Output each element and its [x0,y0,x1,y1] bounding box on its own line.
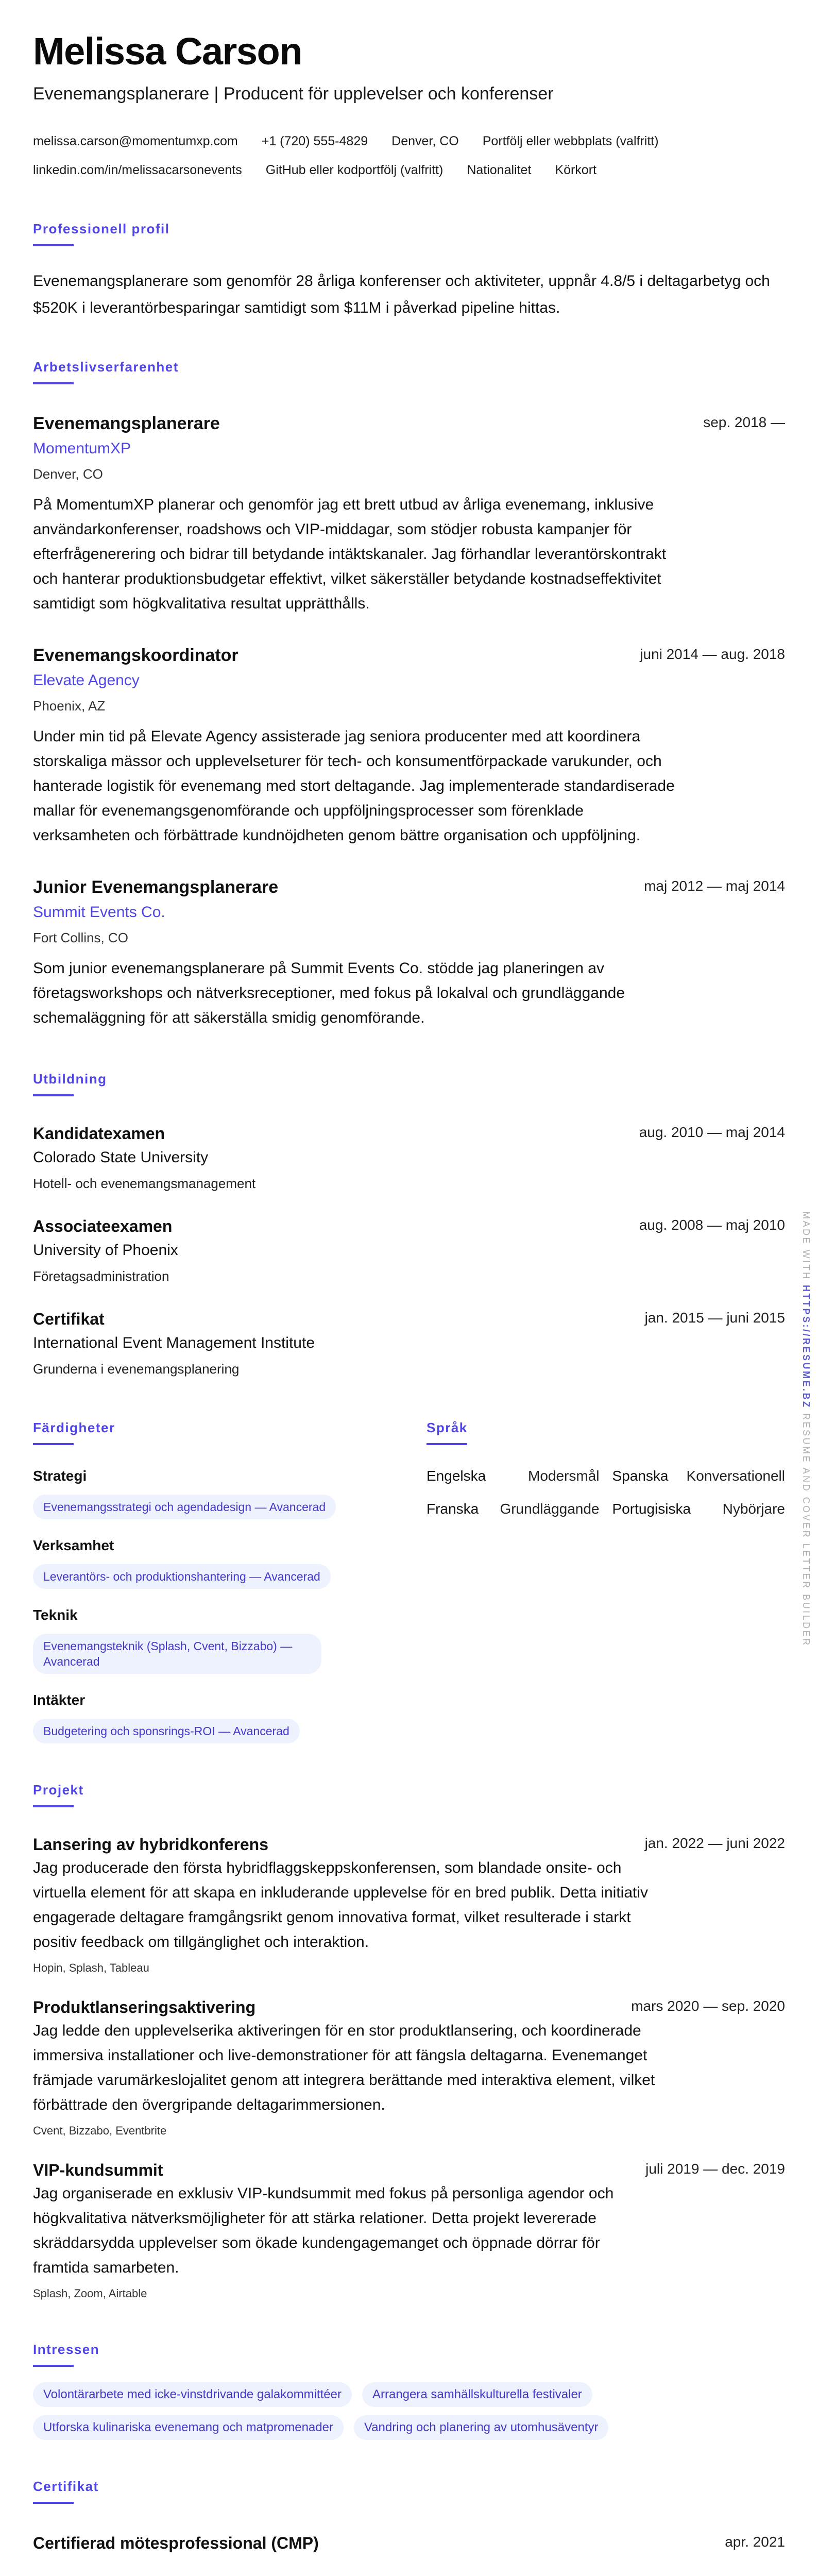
github-link[interactable]: GitHub eller kodportfölj (valfritt) [265,163,444,177]
certificate-date: apr. 2021 [725,2534,785,2550]
language-level: Grundläggande [500,1501,600,1517]
portfolio-link[interactable]: Portfölj eller webbplats (valfritt) [482,134,659,148]
language-list [427,1466,785,1519]
section-divider [33,382,74,384]
email-link[interactable]: melissa.carson@momentumxp.com [33,134,238,148]
project-description: Jag producerade den första hybridflaggskeppskonferensen, som blandade onsite- och virtuella element för att skapa en inkluderande upplevelse för en bred publik. Detta initiativ engagerade deltagare framgångsrikt genom innovativa format, vilket resulterade i starkt positiv feedback om tillgänglighet och interaktion. [33,1859,649,1951]
language-level: Nybörjare [722,1501,785,1517]
degree: Associateexamen [33,1217,173,1235]
job-date: juni 2014 — aug. 2018 [640,646,785,662]
skill-category: Teknik [33,1607,78,1623]
contact-info [33,127,785,184]
education-date: aug. 2010 — maj 2014 [639,1124,785,1140]
projects-section [33,1782,785,2303]
company-name: Elevate Agency [33,672,140,689]
certificates-section [33,2478,785,2554]
section-divider [33,2365,74,2367]
section-divider [33,1094,74,1096]
watermark-link[interactable]: HTTPS://RESUME.BZ [801,1285,811,1409]
watermark-prefix: MADE WITH [801,1211,811,1281]
project-date: jan. 2022 — juni 2022 [644,1835,785,1851]
language-name: Portugisiska [612,1501,691,1517]
degree: Kandidatexamen [33,1124,165,1143]
language-level: Modersmål [528,1468,600,1484]
project-title: VIP-kundsummit [33,2161,163,2179]
project-date: mars 2020 — sep. 2020 [631,1998,785,2014]
project-title: Lansering av hybridkonferens [33,1835,269,1854]
job-entry [33,644,785,848]
job-location: Phoenix, AZ [33,698,106,714]
section-divider [427,1443,467,1445]
project-description: Jag organiserade en exklusiv VIP-kundsummit med fokus på personliga agendor och högkvalitativa nätverksmöjligheter för att stärka relationer. Detta projekt levererade skräddarsydda upplevelser som ökade kundengagemanget och öppnade dörrar för framtida samarbeten. [33,2185,614,2276]
linkedin-link[interactable]: linkedin.com/in/melissacarsonevents [33,163,242,177]
section-heading: Professionell profil [33,221,170,236]
project-description: Jag ledde den upplevelserika aktiveringen för en stor produktlansering, och koordinerade immersiva installationer och live-demonstrationer för att fängsla deltagarna. Evenemanget främjade varumärkeslojalitet genom att integrera berättande med interaktiva element, vilket förbättrade den övergripande deltagarimmersionen. [33,2022,655,2113]
field-of-study: Hotell- och evenemangsmanagement [33,1176,256,1191]
resume-header [33,31,785,184]
language-item [427,1499,600,1519]
school-name: International Event Management Institute [33,1334,315,1351]
language-item [612,1466,786,1486]
skill-tag: Leverantörs- och produktionshantering — Avancerad [33,1564,331,1589]
interests-section [33,2341,785,2440]
job-description: Under min tid på Elevate Agency assisterade jag seniora producenter med att koordinera storskaliga mässor och upplevelseturer för tech- och konsumentförpackade varukunder, och hanterade logistik för evenemang med stort deltagande. Jag implementerade standardiserade mallar för evenemangsgenomförande och uppföljningsprocesser som förenklade verksamheten och förbättrade kundnöjdheten genom bättre organisation och uppföljning. [33,728,675,844]
project-tools: Cvent, Bizzabo, Eventbrite [33,2124,167,2137]
language-item [427,1466,600,1486]
contact-row [33,127,785,156]
project-entry [33,1833,785,1977]
company-name: MomentumXP [33,440,131,457]
section-heading: Projekt [33,1782,84,1798]
language-level: Konversationell [686,1468,785,1484]
language-name: Engelska [427,1468,486,1484]
experience-section [33,359,785,1030]
school-name: Colorado State University [33,1149,209,1166]
watermark [800,1211,812,1647]
skill-category: Verksamhet [33,1537,114,1553]
language-name: Franska [427,1501,479,1517]
candidate-headline: Evenemangsplanerare | Producent för upplevelser och konferenser [33,84,554,104]
job-location: Fort Collins, CO [33,930,128,945]
section-heading: Arbetslivserfarenhet [33,359,179,375]
nationality: Nationalitet [467,163,532,177]
job-entry [33,876,785,1030]
education-date: jan. 2015 — juni 2015 [644,1310,785,1326]
skill-category: Strategi [33,1468,87,1484]
interest-tag: Arrangera samhällskulturella festivaler [362,2382,592,2407]
school-name: University of Phoenix [33,1242,178,1259]
education-section [33,1071,785,1379]
project-tools: Hopin, Splash, Tableau [33,1961,149,1974]
project-entry [33,2159,785,2303]
section-heading: Språk [427,1420,468,1435]
education-entry [33,1215,785,1286]
section-heading: Färdigheter [33,1420,115,1435]
job-entry [33,412,785,616]
languages-section [427,1419,785,1743]
language-name: Spanska [612,1468,669,1484]
job-title: Evenemangskoordinator [33,646,238,665]
certificate-title: Certifierad mötesprofessional (CMP) [33,2534,319,2552]
contact-row [33,156,785,184]
section-divider [33,1443,74,1445]
project-date: juli 2019 — dec. 2019 [645,2161,785,2177]
section-heading: Certifikat [33,2479,99,2494]
certificate-entry [33,2532,785,2554]
section-divider [33,1805,74,1807]
section-divider [33,2502,74,2504]
profile-summary: Evenemangsplanerare som genomför 28 årliga konferenser och aktiviteter, uppnår 4.8/5 i deltagarbetyg och $520K i leverantörbesparingar samtidigt som $11M i påverkad pipeline hittas. [33,273,770,316]
field-of-study: Företagsadministration [33,1268,169,1284]
job-title: Evenemangsplanerare [33,414,220,433]
resume-page [0,31,818,2556]
interest-tag: Utforska kulinariska evenemang och matpromenader [33,2415,344,2440]
education-entry [33,1122,785,1194]
candidate-name: Melissa Carson [33,30,302,73]
job-date: sep. 2018 — [703,414,785,430]
interest-tag: Volontärarbete med icke-vinstdrivande galakommittéer [33,2382,352,2407]
project-title: Produktlanseringsaktivering [33,1998,256,2016]
phone-number[interactable]: +1 (720) 555-4829 [261,134,368,148]
job-description: Som junior evenemangsplanerare på Summit Events Co. stödde jag planeringen av företagsworkshops och nätverksreceptioner, med fokus på lokalval och grundläggande schemaläggning för att säkerställa smidig genomförande. [33,960,625,1026]
skill-tag: Evenemangsstrategi och agendadesign — Avancerad [33,1495,336,1519]
skill-tag: Budgetering och sponsrings-ROI — Avancerad [33,1719,300,1743]
skills-section [33,1419,391,1743]
profile-section [33,221,785,321]
job-title: Junior Evenemangsplanerare [33,877,279,897]
language-item [612,1499,786,1519]
interest-tag: Vandring och planering av utomhusäventyr [354,2415,609,2440]
education-date: aug. 2008 — maj 2010 [639,1217,785,1233]
interest-list [33,2382,754,2440]
project-entry [33,1996,785,2140]
section-heading: Utbildning [33,1071,107,1087]
degree: Certifikat [33,1310,105,1328]
job-date: maj 2012 — maj 2014 [644,878,785,894]
project-tools: Splash, Zoom, Airtable [33,2287,147,2300]
skill-category: Intäkter [33,1692,86,1708]
skill-tag: Evenemangsteknik (Splash, Cvent, Bizzabo) — Avancerad [33,1634,321,1674]
field-of-study: Grunderna i evenemangsplanering [33,1361,240,1377]
location: Denver, CO [391,134,459,148]
job-description: På MomentumXP planerar och genomför jag ett brett utbud av årliga evenemang, inklusive användarkonferenser, roadshows och VIP-middagar, som stödjer robusta kampanjer för efterfrågenerering och bidrar till betydande intäktskanaler. Jag förhandlar leverantörskontrakt och hanterar produktionsbudgetar effektivt, vilket säkerställer betydande kostnadseffektivitet samtidigt som högkvalitativa resultat upprätthålls. [33,496,667,612]
watermark-suffix: RESUME AND COVER LETTER BUILDER [801,1413,811,1647]
drivers-license: Körkort [555,163,597,177]
company-name: Summit Events Co. [33,904,165,921]
education-entry [33,1308,785,1379]
section-heading: Intressen [33,2342,100,2357]
section-divider [33,244,74,246]
job-location: Denver, CO [33,466,103,482]
skills-languages-row [33,1419,785,1743]
